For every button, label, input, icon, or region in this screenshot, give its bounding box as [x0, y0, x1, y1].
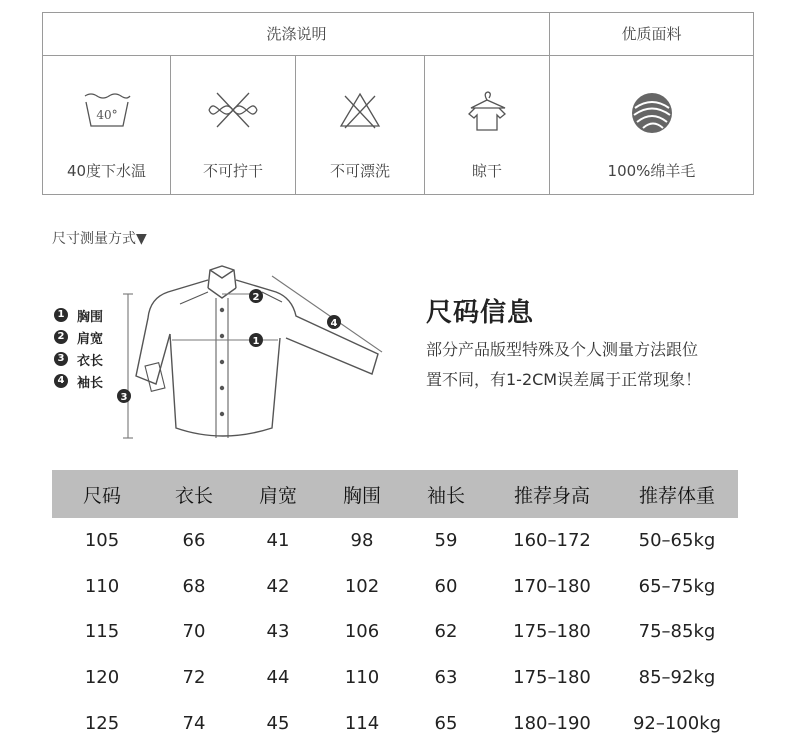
table-cell: 102: [344, 575, 380, 597]
table-cell: 120: [84, 667, 120, 689]
legend-item: [54, 370, 103, 392]
table-cell: 65: [434, 712, 458, 734]
number-badge: 3: [54, 352, 68, 366]
table-cell: 114: [344, 712, 380, 734]
table-cell: 72: [182, 667, 206, 689]
size-info-note: [426, 335, 756, 395]
table-row: [52, 518, 738, 564]
legend-item: [54, 304, 103, 326]
care-label: 100%绵羊毛: [607, 162, 696, 180]
table-cell: 85–92kg: [638, 667, 716, 689]
wash-temp: 40°: [95, 108, 118, 122]
care-label: 不可拧干: [202, 162, 263, 180]
table-cell: 175–180: [513, 621, 591, 643]
note-line: 置不同，有1-2CM误差属于正常现象！: [426, 370, 702, 389]
table-cell: 43: [266, 621, 290, 643]
care-item-fabric: [550, 56, 753, 194]
wool-icon: [629, 90, 675, 136]
table-cell: 50–65kg: [638, 530, 716, 552]
legend-label: 肩宽: [77, 331, 104, 347]
table-cell: 170–180: [513, 575, 591, 597]
column-header: 袖长: [404, 470, 488, 518]
table-cell: 74: [182, 712, 206, 734]
legend-label: 袖长: [77, 375, 104, 391]
column-header: 推荐身高: [488, 470, 616, 518]
measure-legend: [54, 304, 103, 392]
column-header: 推荐体重: [616, 470, 738, 518]
care-item-wash: [43, 56, 170, 194]
legend-label: 衣长: [77, 353, 104, 369]
marker-number: 1: [252, 336, 260, 347]
column-header: 尺码: [52, 470, 152, 518]
table-row: [52, 609, 738, 655]
note-line: 部分产品版型特殊及个人测量方法跟位: [426, 340, 699, 359]
number-badge: 1: [54, 308, 68, 322]
table-cell: 92–100kg: [632, 712, 722, 734]
care-label: 晾干: [471, 162, 502, 180]
size-table: [52, 470, 738, 746]
legend-item: [54, 326, 103, 348]
table-cell: 105: [84, 530, 120, 552]
table-cell: 180–190: [513, 712, 591, 734]
table-cell: 175–180: [513, 667, 591, 689]
care-label: 不可漂洗: [329, 162, 390, 180]
fabric-header: 优质面料: [550, 13, 753, 56]
table-row: [52, 564, 738, 610]
table-cell: 60: [434, 575, 458, 597]
table-cell: 45: [266, 712, 290, 734]
column-header: 衣长: [152, 470, 236, 518]
table-cell: 59: [434, 530, 458, 552]
care-label: 40度下水温: [66, 162, 147, 180]
table-row: [52, 655, 738, 701]
care-item-wring: [171, 56, 295, 194]
marker-number: 3: [120, 392, 128, 403]
shirt-diagram: [110, 258, 400, 448]
legend-label: 胸围: [77, 309, 104, 325]
table-cell: 98: [350, 530, 374, 552]
table-cell: 75–85kg: [638, 621, 716, 643]
table-cell: 70: [182, 621, 206, 643]
care-item-bleach: [296, 56, 424, 194]
table-cell: 115: [84, 621, 120, 643]
marker-number: 4: [330, 318, 338, 329]
number-badge: 4: [54, 374, 68, 388]
care-panel: [42, 12, 754, 195]
measure-title: 尺寸测量方式▼: [52, 231, 147, 247]
table-cell: 44: [266, 667, 290, 689]
table-cell: 63: [434, 667, 458, 689]
table-row: [52, 700, 738, 746]
table-header-row: [52, 470, 738, 518]
number-badge: 2: [54, 330, 68, 344]
care-item-dry: [425, 56, 549, 194]
no-bleach-icon: [337, 90, 383, 130]
size-info-title: 尺码信息: [426, 298, 535, 328]
hang-dry-icon: [465, 90, 509, 134]
table-cell: 62: [434, 621, 458, 643]
wash-40-icon: [81, 90, 133, 130]
column-header: 肩宽: [236, 470, 320, 518]
table-cell: 65–75kg: [638, 575, 716, 597]
washing-header: 洗涤说明: [43, 13, 550, 56]
table-cell: 42: [266, 575, 290, 597]
table-cell: 110: [344, 667, 380, 689]
marker-number: 2: [252, 292, 260, 303]
table-cell: 110: [84, 575, 120, 597]
table-cell: 125: [84, 712, 120, 734]
table-cell: 68: [182, 575, 206, 597]
no-wring-icon: [205, 90, 261, 130]
table-cell: 106: [344, 621, 380, 643]
legend-item: [54, 348, 103, 370]
table-cell: 66: [182, 530, 206, 552]
column-header: 胸围: [320, 470, 404, 518]
table-cell: 160–172: [513, 530, 591, 552]
table-cell: 41: [266, 530, 290, 552]
